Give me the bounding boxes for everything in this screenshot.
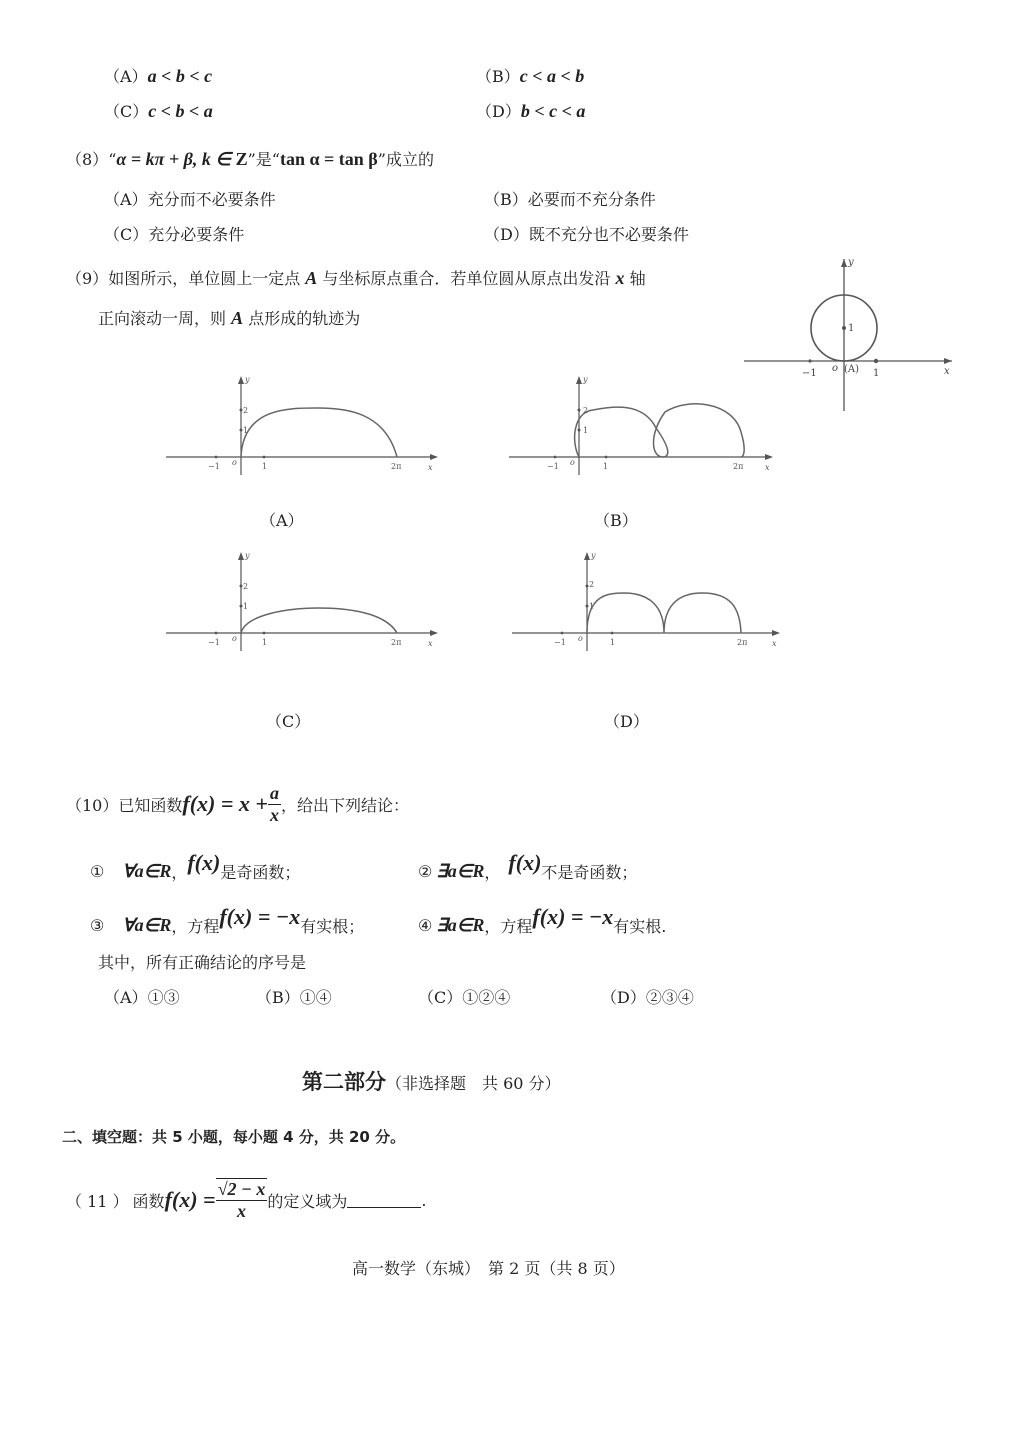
graph-c	[160, 548, 445, 653]
graph-c-o: o	[232, 634, 237, 643]
fig-origin-a: (A)	[844, 364, 860, 375]
graph-a-neg-one: −1	[208, 462, 220, 471]
graph-b-one-y: 1	[583, 426, 589, 435]
q7-option-d: （D）b < c < a	[476, 101, 586, 121]
q8-stem: （8）“α = kπ + β, k ∈ Z”是“tan α = tan β”成立的	[66, 149, 434, 169]
graph-a-one-x: 1	[262, 462, 268, 471]
graph-d-neg-one: −1	[554, 638, 566, 647]
q7-option-c: （C）c < b < a	[104, 101, 213, 121]
graph-d-two: 2	[589, 580, 595, 589]
q9-stem-line1: （9）如图所示，单位圆上一定点 A 与坐标原点重合．若单位圆从原点出发沿 x 轴	[66, 268, 646, 288]
fig-origin-o: o	[832, 363, 839, 374]
section2-heading: 二、填空题：共 5 小题，每小题 4 分，共 20 分。	[62, 1128, 406, 1146]
fig-y-label: y	[848, 257, 854, 268]
q10-option-d: （D）②③④	[601, 988, 694, 1007]
graph-b-two: 2	[583, 406, 589, 415]
graph-b-one-x: 1	[603, 462, 609, 471]
graph-a-two: 2	[243, 406, 249, 415]
graph-c-two: 2	[243, 582, 249, 591]
fig-one-y: 1	[848, 323, 855, 334]
graph-a-o: o	[232, 458, 237, 467]
part2-title: 第二部分（非选择题 共 60 分）	[302, 1070, 561, 1094]
fig-x-label: x	[944, 366, 950, 377]
graph-b-y: y	[583, 375, 588, 384]
graph-d-two-pi: 2π	[737, 638, 748, 647]
graph-c-label: （C）	[266, 712, 311, 731]
q8-option-c: （C）充分必要条件	[104, 225, 245, 244]
q8-option-b: （B）必要而不充分条件	[484, 190, 656, 209]
graph-c-x: x	[428, 639, 433, 648]
graph-a	[160, 372, 445, 477]
graph-b-two-pi: 2π	[733, 462, 744, 471]
q10-item-4: ④ ∃a∈R ，方程 f(x) = −x 有实根.	[418, 904, 667, 936]
graph-d	[506, 548, 791, 653]
graph-c-two-pi: 2π	[391, 638, 402, 647]
graph-c-one-x: 1	[262, 638, 268, 647]
q8-option-a: （A）充分而不必要条件	[104, 190, 276, 209]
graph-a-two-pi: 2π	[391, 462, 402, 471]
q10-option-a: （A）①③	[104, 988, 180, 1007]
q10-item-1: ① ∀a∈R ， f(x) 是奇函数；	[90, 850, 301, 882]
fig-neg-one: −1	[802, 368, 817, 379]
graph-d-label: （D）	[604, 712, 649, 731]
graph-c-y: y	[245, 551, 250, 560]
q10-ask: 其中，所有正确结论的序号是	[98, 953, 307, 972]
q8-option-d: （D）既不充分也不必要条件	[484, 225, 689, 244]
graph-b-label: （B）	[594, 511, 638, 530]
graph-d-one-y: 1	[589, 602, 595, 611]
q10-option-c: （C）①②④	[418, 988, 511, 1007]
q10-item-3: ③ ∀a∈R ，方程 f(x) = −x 有实根；	[90, 904, 365, 936]
graph-a-x: x	[428, 463, 433, 472]
q7-option-b: （B）c < a < b	[476, 66, 585, 86]
graph-d-x: x	[772, 639, 777, 648]
q9-stem-line2: 正向滚动一周，则 A 点形成的轨迹为	[98, 308, 361, 328]
q10-stem: （10） 已知函数 f(x) = x + $\frac{a}{x}$ ，给出下列结论：	[66, 782, 409, 825]
graph-c-neg-one: −1	[208, 638, 220, 647]
page-footer: 高一数学（东城） 第 2 页（共 8 页）	[352, 1259, 625, 1278]
graph-c-one-y: 1	[243, 602, 249, 611]
q10-item-2: ② ∃a∈R ， f(x) 不是奇函数；	[418, 850, 638, 882]
q7-option-a: （A）a < b < c	[104, 66, 213, 86]
graph-d-o: o	[578, 634, 583, 643]
graph-b	[503, 372, 788, 477]
graph-a-y: y	[245, 375, 250, 384]
q10-option-b: （B）①④	[256, 988, 332, 1007]
graph-d-one-x: 1	[610, 638, 616, 647]
graph-b-x: x	[765, 463, 770, 472]
graph-b-o: o	[570, 458, 575, 467]
graph-d-y: y	[591, 551, 596, 560]
q11-stem: （ 11 ） 函数 f(x) = $\frac{√2 - x}{x}$ 的定义域为 .	[66, 1179, 427, 1221]
graph-b-neg-one: −1	[547, 462, 559, 471]
graph-a-one-y: 1	[243, 426, 249, 435]
q11-answer-blank[interactable]	[347, 1193, 421, 1208]
graph-a-label: （A）	[260, 511, 304, 530]
fig-one-x: 1	[873, 368, 880, 379]
